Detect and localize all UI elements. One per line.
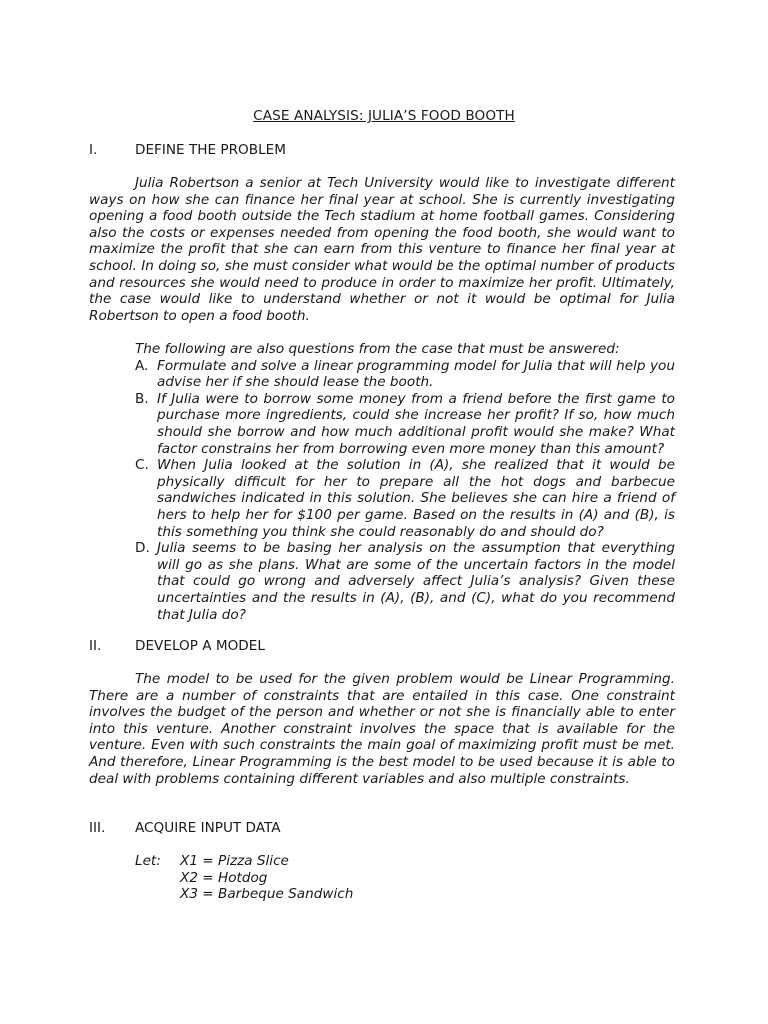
list-item [135, 358, 675, 391]
list-marker: B. [135, 390, 149, 407]
questions-list [135, 358, 675, 624]
section-heading-define-problem [89, 142, 286, 159]
question-text: When Julia looked at the solution in (A), she realized that it would be physically difficult for her to prepare all the hot dogs and barbecue sandwiches indicated in this solution. She believes she can hire a friend of hers to help her for $100 per game. Based on the results in (A) and (B), is this something you think she could reasonably do and should do? [157, 457, 675, 540]
model-paragraph [89, 671, 675, 787]
document-title: CASE ANALYSIS: JULIA’S FOOD BOOTH [253, 108, 515, 124]
variable-definition: X2 = Hotdog [180, 869, 268, 886]
section-number: II. [89, 638, 102, 654]
question-text: Formulate and solve a linear programming model for Julia that will help you advise her if she should lease the booth. [157, 357, 675, 391]
variables-block [135, 853, 353, 903]
variable-definition: X3 = Barbeque Sandwich [180, 886, 354, 903]
section-title: DEFINE THE PROBLEM [135, 142, 286, 158]
question-text: If Julia were to borrow some money from a friend before the first game to purchase more ingredients, could she increase her profit? If so, how much should she borrow and how much additional profit would she make? What factor constrains her from borrowing even more money than this amount? [157, 390, 675, 457]
list-marker: C. [135, 457, 149, 474]
variable-definition: X1 = Pizza Slice [180, 853, 289, 869]
section-title: ACQUIRE INPUT DATA [135, 820, 281, 836]
question-text: Julia seems to be basing her analysis on the assumption that everything will go as she plans. What are some of the uncertain factors in the model that could go wrong and adversely affect Julia’s analysis? Given these uncertainties and the results in (A), (B), and (C), what do you recommend that Julia do? [157, 540, 675, 623]
section-title: DEVELOP A MODEL [135, 638, 265, 654]
questions-intro: The following are also questions from the case that must be answered: [135, 341, 620, 357]
list-item [135, 391, 675, 457]
problem-paragraph [89, 175, 675, 324]
section-number: I. [89, 142, 98, 158]
section-heading-acquire-data [89, 820, 281, 837]
model-paragraph-text: The model to be used for the given problem would be Linear Programming. There are a number of constraints that are entailed in this case. One constraint involves the budget of the person and whether or not she is financially able to enter into this venture. Another constraint involves the space that is available for the venture. Even with such constraints the main goal of maximizing profit must be met. And therefore, Linear Programming is the best model to be used because it is able to deal with problems containing different variables and also multiple constraints. [89, 671, 675, 787]
list-item [135, 540, 675, 623]
problem-paragraph-text: Julia Robertson a senior at Tech University would like to investigate different ways on how she can finance her final year at school. She is currently investigating opening a food booth outside the Tech stadium at home football games. Considering also the costs or expenses needed from opening the food booth, she would want to maximize the profit that she can earn from this venture to finance her final year at school. In doing so, she must consider what would be the optimal number of products and resources she would need to produce in order to maximize her profit. Ultimately, the case would like to understand whether or not it would be optimal for Julia Robertson to open a food booth. [89, 175, 675, 324]
variables-label: Let: [135, 853, 161, 869]
list-marker: A. [135, 357, 149, 374]
section-number: III. [89, 820, 106, 836]
list-item [135, 457, 675, 540]
list-marker: D. [135, 540, 150, 557]
section-heading-develop-model [89, 638, 265, 655]
